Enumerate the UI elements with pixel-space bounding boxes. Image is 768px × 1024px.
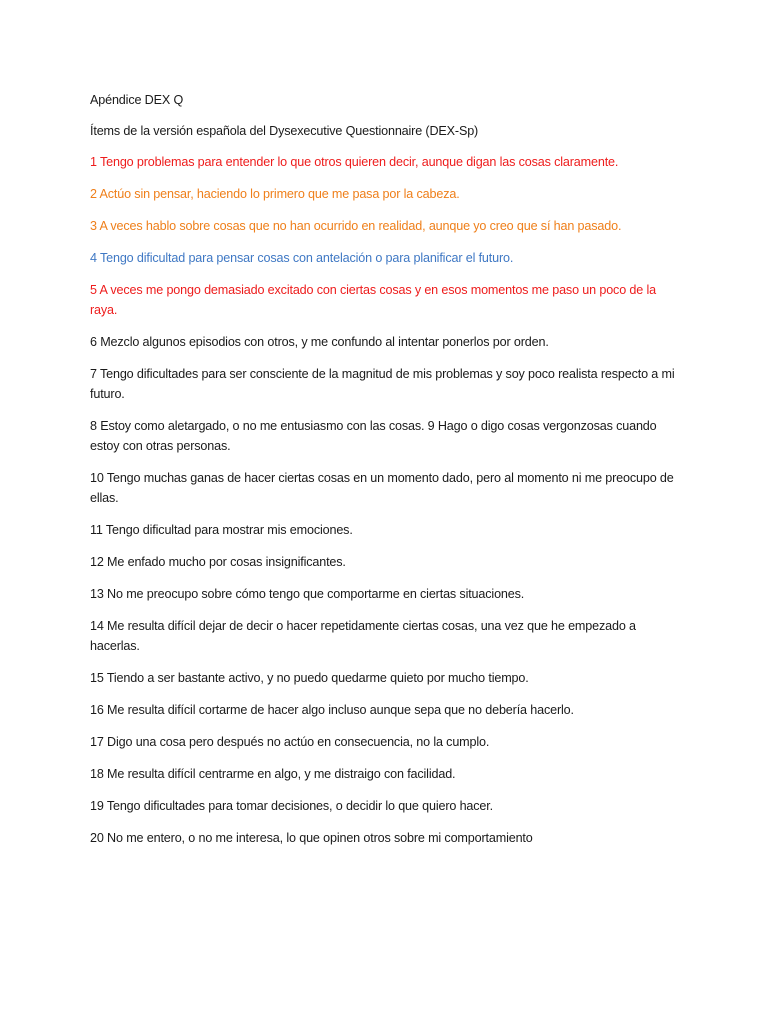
item-1: 1 Tengo problemas para entender lo que otros quieren decir, aunque digan las cosas claramente. <box>90 155 619 169</box>
item-17: 17 Digo una cosa pero después no actúo en consecuencia, no la cumplo. <box>90 735 490 749</box>
item-4: 4 Tengo dificultad para pensar cosas con antelación o para planificar el futuro. <box>90 251 514 265</box>
item-13: 13 No me preocupo sobre cómo tengo que comportarme en ciertas situaciones. <box>90 587 525 601</box>
appendix-title: Apéndice DEX Q <box>90 93 184 107</box>
item-6: 6 Mezclo algunos episodios con otros, y me confundo al intentar ponerlos por orden. <box>90 335 549 349</box>
item-19: 19 Tengo dificultades para tomar decisiones, o decidir lo que quiero hacer. <box>90 799 493 813</box>
item-11: 11 Tengo dificultad para mostrar mis emociones. <box>90 523 353 537</box>
item-14: 14 Me resulta difícil dejar de decir o hacer repetidamente ciertas cosas, una vez que he empezado a hacerlas. <box>90 619 636 653</box>
document-page <box>90 90 680 860</box>
item-15: 15 Tiendo a ser bastante activo, y no puedo quedarme quieto por mucho tiempo. <box>90 671 529 685</box>
document-subtitle: Ítems de la versión española del Dysexecutive Questionnaire (DEX-Sp) <box>90 124 479 138</box>
item-16: 16 Me resulta difícil cortarme de hacer algo incluso aunque sepa que no debería hacerlo. <box>90 703 574 717</box>
item-7: 7 Tengo dificultades para ser consciente de la magnitud de mis problemas y soy poco realista respecto a mi futuro. <box>90 367 675 401</box>
item-3: 3 A veces hablo sobre cosas que no han ocurrido en realidad, aunque yo creo que sí han pasado. <box>90 219 622 233</box>
item-10: 10 Tengo muchas ganas de hacer ciertas cosas en un momento dado, pero al momento ni me preocupo de ellas. <box>90 471 674 505</box>
item-8-9: 8 Estoy como aletargado, o no me entusiasmo con las cosas. 9 Hago o digo cosas vergonzosas cuando estoy con otras personas. <box>90 419 657 453</box>
item-2: 2 Actúo sin pensar, haciendo lo primero que me pasa por la cabeza. <box>90 187 460 201</box>
item-5: 5 A veces me pongo demasiado excitado con ciertas cosas y en esos momentos me paso un poco de la raya. <box>90 283 656 317</box>
item-20: 20 No me entero, o no me interesa, lo que opinen otros sobre mi comportamiento <box>90 831 533 845</box>
item-12: 12 Me enfado mucho por cosas insignificantes. <box>90 555 346 569</box>
item-18: 18 Me resulta difícil centrarme en algo, y me distraigo con facilidad. <box>90 767 456 781</box>
